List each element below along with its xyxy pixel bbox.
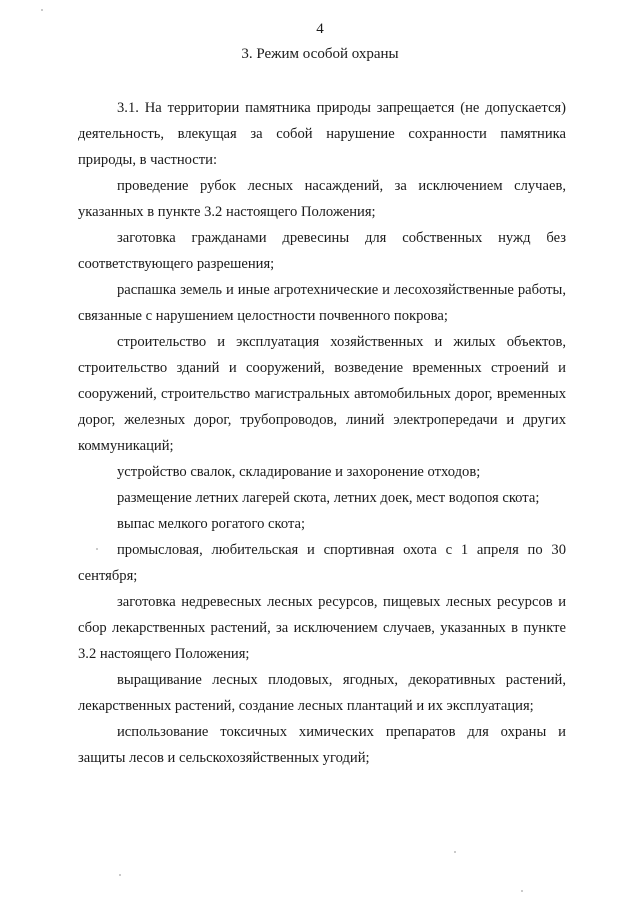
list-item-hunting: промысловая, любительская и спортивная охота с 1 апреля по 30 сентября; xyxy=(78,542,566,584)
list-item-non-wood-resources: заготовка недревесных лесных ресурсов, пищевых лесных ресурсов и сбор лекарственных растений, за исключением случаев, указанных в пункте 3.2 настоящего Положения; xyxy=(78,594,566,662)
list-item-cultivation: выращивание лесных плодовых, ягодных, декоративных растений, лекарственных растений, создание лесных плантаций и их эксплуатация; xyxy=(78,672,566,714)
list-item-construction: строительство и эксплуатация хозяйственных и жилых объектов, строительство зданий и сооружений, возведение временных строений и сооружений, строительство магистральных автомобильных дорог, временных дорог, железных дорог, трубопроводов, линий электропередачи и других коммуникаций; xyxy=(78,334,566,454)
paragraph-intro: 3.1. На территории памятника природы запрещается (не допускается) деятельность, влекущая за собой нарушение сохранности памятника природы, в частности: xyxy=(78,100,566,168)
scan-speck xyxy=(119,874,121,876)
list-item-wood-harvesting: заготовка гражданами древесины для собственных нужд без соответствующего разрешения; xyxy=(78,230,566,272)
section-title: 3. Режим особой охраны xyxy=(241,46,399,62)
scan-speck xyxy=(96,548,98,550)
list-item-ploughing: распашка земель и иные агротехнические и лесохозяйственные работы, связанные с нарушением целостности почвенного покрова; xyxy=(78,282,566,324)
page-number: 4 xyxy=(316,21,324,37)
document-body xyxy=(78,95,566,771)
list-item-chemicals: использование токсичных химических препаратов для охраны и защиты лесов и сельскохозяйственных угодий; xyxy=(78,724,566,766)
list-item-grazing: выпас мелкого рогатого скота; xyxy=(117,516,306,532)
list-item-livestock-camps: размещение летних лагерей скота, летних доек, мест водопоя скота; xyxy=(117,490,540,506)
scan-speck xyxy=(521,890,523,892)
list-item-felling: проведение рубок лесных насаждений, за исключением случаев, указанных в пункте 3.2 настоящего Положения; xyxy=(78,178,566,220)
list-item-waste: устройство свалок, складирование и захоронение отходов; xyxy=(117,464,481,480)
scan-speck xyxy=(41,9,43,11)
scan-speck xyxy=(454,851,456,853)
